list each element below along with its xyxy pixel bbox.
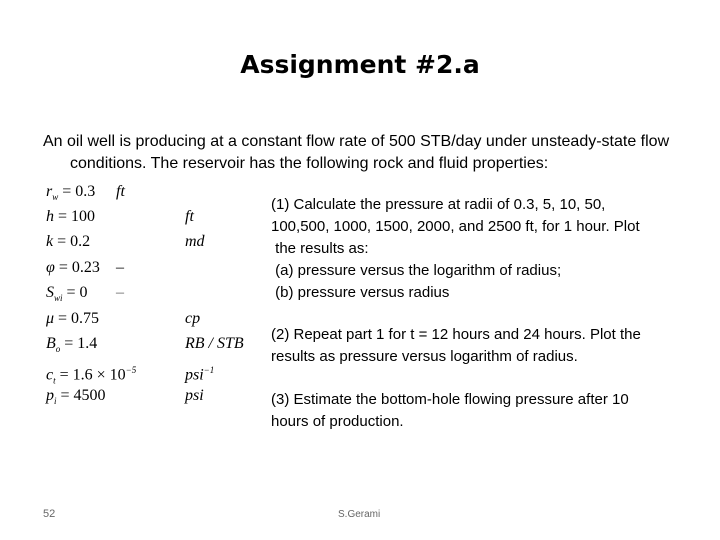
- question-2-line: (2) Repeat part 1 for t = 12 hours and 24 hours. Plot the: [271, 326, 641, 343]
- property-k: k = 0.2: [46, 233, 91, 250]
- question-3-line: hours of production.: [271, 413, 404, 430]
- property-swi-unit: –: [116, 284, 124, 301]
- property-viscosity: μ = 0.75: [46, 310, 100, 327]
- property-pi: $p_i = 4500$: [46, 387, 106, 407]
- property-h-unit: ft: [185, 208, 194, 225]
- property-ct: $c_t = 1.6 \times 10^{-5}$: [46, 365, 137, 386]
- property-porosity-unit: –: [116, 259, 124, 276]
- question-1-line: (1) Calculate the pressure at radii of 0.3, 5, 10, 50,: [271, 196, 606, 213]
- question-3-line: (3) Estimate the bottom-hole flowing pressure after 10: [271, 391, 629, 408]
- property-rw: $r_w = 0.3$: [46, 183, 96, 203]
- footer-author: S.Gerami: [338, 509, 381, 520]
- question-1: [271, 194, 691, 304]
- slide-title: Assignment #2.a: [240, 50, 480, 79]
- property-ct-unit: psi$^{-1}$: [185, 365, 215, 384]
- property-bo-unit: RB / STB: [185, 335, 244, 352]
- property-k-unit: md: [185, 233, 205, 250]
- property-rw-unit: ft: [116, 183, 125, 200]
- question-1-line: the results as:: [271, 240, 369, 257]
- property-swi: $S_{wi} = 0$: [46, 284, 88, 304]
- page-number: 52: [43, 508, 56, 520]
- question-1-line: (a) pressure versus the logarithm of radius;: [271, 262, 562, 279]
- property-bo: $B_o = 1.4$: [46, 335, 98, 355]
- question-2: [271, 324, 691, 368]
- intro-line-1: An oil well is producing at a constant flow rate of 500 STB/day under unsteady-state flow: [43, 133, 670, 150]
- property-porosity: φ = 0.23: [46, 259, 100, 276]
- question-1-line: (b) pressure versus radius: [271, 284, 450, 301]
- question-3: [271, 389, 691, 433]
- property-h: h = 100: [46, 208, 96, 225]
- property-pi-unit: psi: [185, 387, 204, 404]
- intro-line-2: conditions. The reservoir has the following rock and fluid properties:: [70, 155, 549, 172]
- intro-paragraph: [43, 131, 703, 175]
- question-1-line: 100,500, 1000, 1500, 2000, and 2500 ft, for 1 hour. Plot: [271, 218, 640, 235]
- property-viscosity-unit: cp: [185, 310, 201, 327]
- question-2-line: results as pressure versus logarithm of radius.: [271, 348, 578, 365]
